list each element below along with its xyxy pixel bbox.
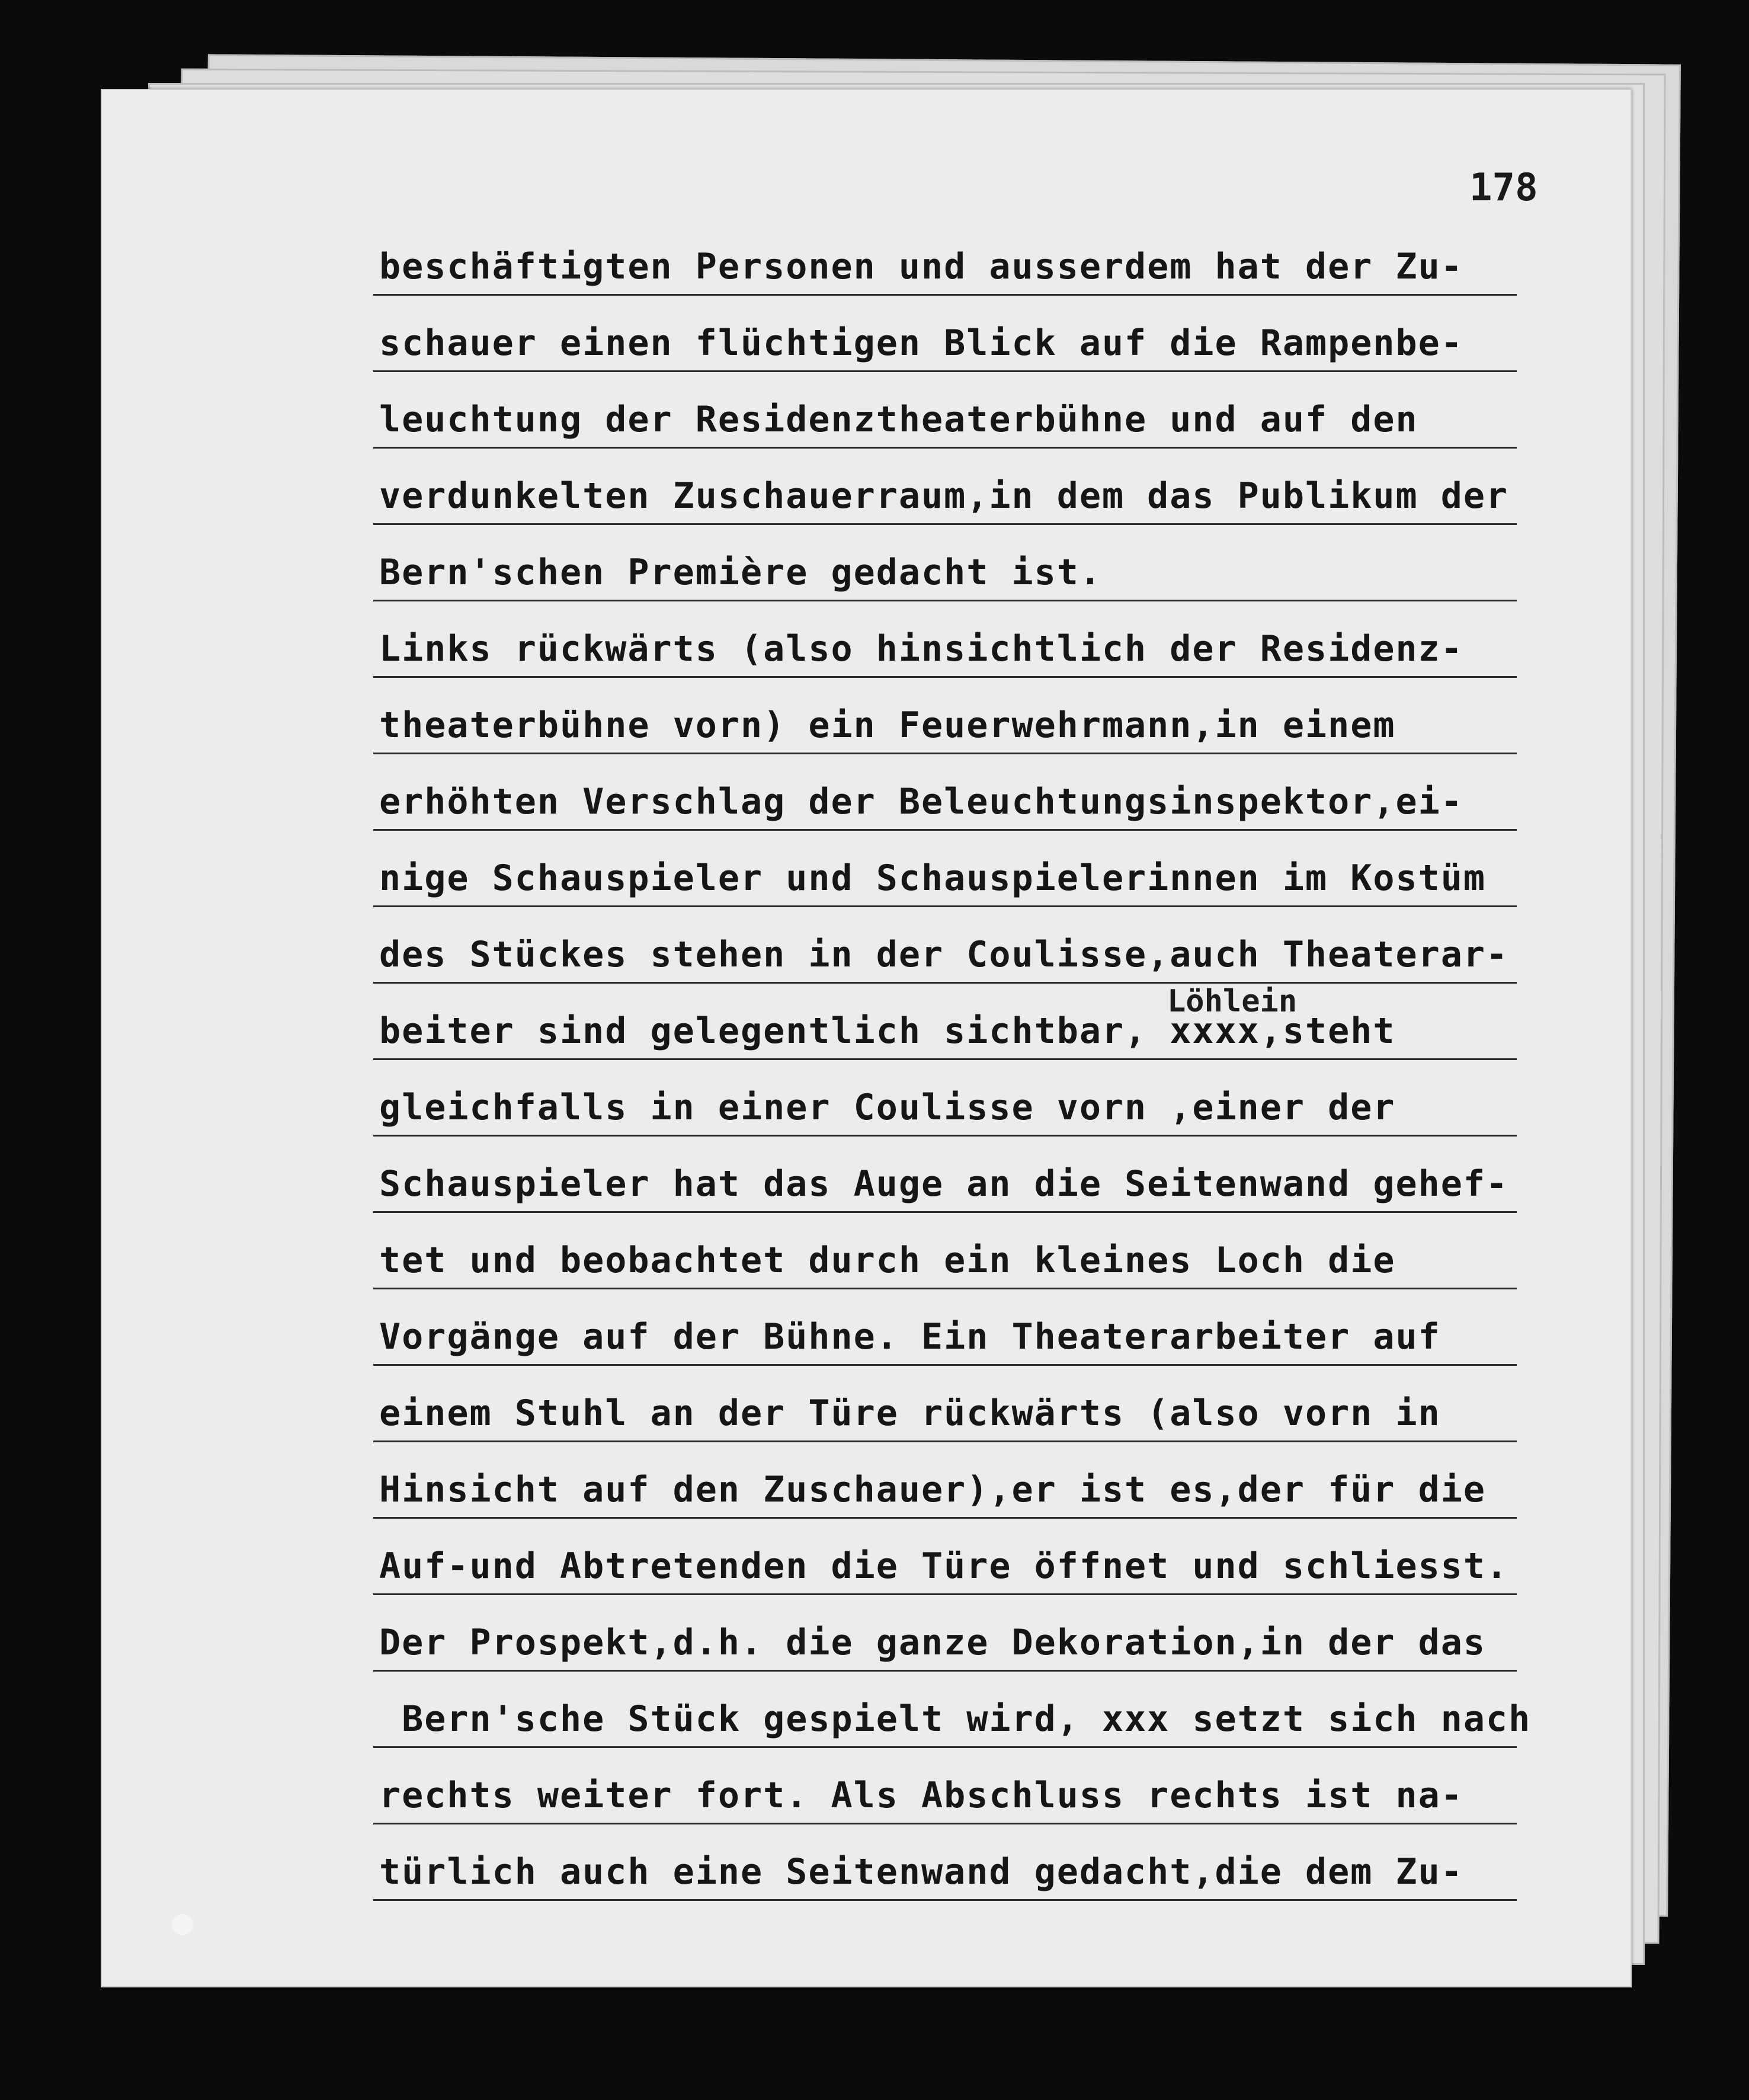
underline-rule bbox=[373, 1670, 1517, 1672]
dust-spot bbox=[172, 1914, 193, 1935]
line-text: rechts weiter fort. Als Abschluss rechts ist na- bbox=[379, 1775, 1463, 1816]
underline-rule bbox=[373, 1823, 1517, 1824]
underline-rule bbox=[373, 982, 1517, 984]
line-text: gleichfalls in einer Coulisse vorn ,einer der bbox=[379, 1087, 1396, 1128]
underline-rule bbox=[373, 1440, 1517, 1442]
underline-rule bbox=[373, 1058, 1517, 1060]
line-text: nige Schauspieler und Schauspielerinnen im Kostüm bbox=[379, 857, 1487, 899]
underline-rule bbox=[373, 1517, 1517, 1519]
line-text: einem Stuhl an der Türe rückwärts (also vorn in bbox=[379, 1392, 1441, 1434]
text-line bbox=[379, 1084, 1576, 1160]
interlinear-insertion: Löhlein bbox=[1167, 984, 1298, 1019]
text-line bbox=[379, 1007, 1576, 1084]
text-line bbox=[379, 1542, 1576, 1619]
text-line bbox=[379, 549, 1576, 625]
underline-rule bbox=[373, 600, 1517, 601]
line-text: beschäftigten Personen und ausserdem hat der Zu- bbox=[379, 246, 1463, 287]
text-line bbox=[379, 1160, 1576, 1237]
line-text: erhöhten Verschlag der Beleuchtungsinspektor,ei- bbox=[379, 781, 1463, 822]
text-line bbox=[379, 1390, 1576, 1466]
line-text: beiter sind gelegentlich sichtbar, xxxx,steht bbox=[379, 1010, 1396, 1052]
underline-rule bbox=[373, 370, 1517, 372]
line-text: Hinsicht auf den Zuschauer),er ist es,der für die bbox=[379, 1469, 1487, 1510]
underline-rule bbox=[373, 447, 1517, 449]
text-line bbox=[379, 702, 1576, 778]
line-text: Schauspieler hat das Auge an die Seitenwand gehef- bbox=[379, 1163, 1509, 1205]
text-line bbox=[379, 396, 1576, 472]
line-text: Bern'sche Stück gespielt wird, xxx setzt sich nach bbox=[379, 1698, 1532, 1740]
text-line bbox=[379, 1848, 1576, 1925]
underline-rule bbox=[373, 523, 1517, 525]
text-line bbox=[379, 931, 1576, 1007]
text-line bbox=[379, 1772, 1576, 1848]
text-line bbox=[379, 1466, 1576, 1542]
line-text: türlich auch eine Seitenwand gedacht,die dem Zu- bbox=[379, 1851, 1463, 1893]
line-text: tet und beobachtet durch ein kleines Loch die bbox=[379, 1240, 1396, 1281]
text-line bbox=[379, 854, 1576, 931]
line-text: des Stückes stehen in der Coulisse,auch Theaterar- bbox=[379, 934, 1509, 975]
underline-rule bbox=[373, 1135, 1517, 1137]
line-text: schauer einen flüchtigen Blick auf die Rampenbe- bbox=[379, 322, 1463, 364]
text-line bbox=[379, 778, 1576, 854]
line-text: verdunkelten Zuschauerraum,in dem das Publikum der bbox=[379, 475, 1509, 517]
line-text: Auf-und Abtretenden die Türe öffnet und schliesst. bbox=[379, 1545, 1509, 1587]
text-line bbox=[379, 1237, 1576, 1313]
line-text: Bern'schen Première gedacht ist. bbox=[379, 552, 1102, 593]
line-text: leuchtung der Residenztheaterbühne und auf den bbox=[379, 399, 1418, 440]
underline-rule bbox=[373, 905, 1517, 907]
line-text: Vorgänge auf der Bühne. Ein Theaterarbeiter auf bbox=[379, 1316, 1441, 1358]
line-text: theaterbühne vorn) ein Feuerwehrmann,in einem bbox=[379, 705, 1396, 746]
text-line bbox=[379, 1619, 1576, 1695]
line-text: Der Prospekt,d.h. die ganze Dekoration,in der das bbox=[379, 1622, 1487, 1663]
text-line bbox=[379, 1695, 1576, 1772]
underline-rule bbox=[373, 1593, 1517, 1595]
text-body bbox=[379, 243, 1576, 1925]
underline-rule bbox=[373, 753, 1517, 754]
underline-rule bbox=[373, 1899, 1517, 1901]
underline-rule bbox=[373, 676, 1517, 678]
line-text: Links rückwärts (also hinsichtlich der Residenz- bbox=[379, 628, 1463, 670]
underline-rule bbox=[373, 829, 1517, 831]
underline-rule bbox=[373, 294, 1517, 296]
page-number: 178 bbox=[1469, 166, 1538, 210]
underline-rule bbox=[373, 1211, 1517, 1213]
text-line bbox=[379, 1313, 1576, 1390]
text-line bbox=[379, 625, 1576, 702]
text-line bbox=[379, 472, 1576, 549]
underline-rule bbox=[373, 1746, 1517, 1748]
underline-rule bbox=[373, 1364, 1517, 1366]
underline-rule bbox=[373, 1288, 1517, 1289]
text-line bbox=[379, 243, 1576, 319]
text-line bbox=[379, 319, 1576, 396]
